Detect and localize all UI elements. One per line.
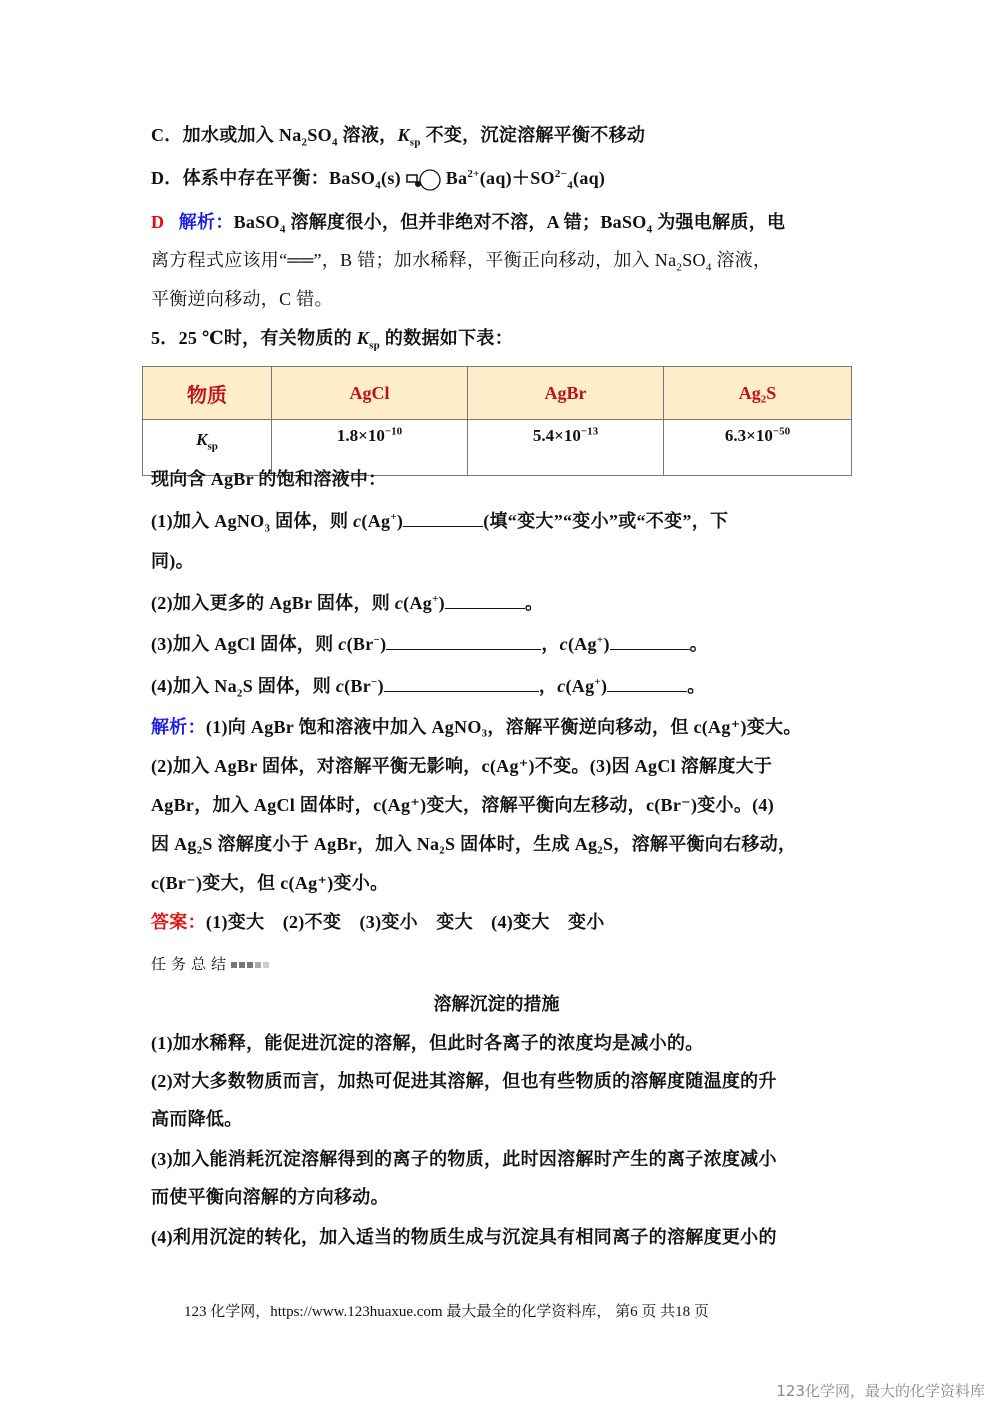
answer-blank[interactable] bbox=[610, 635, 690, 650]
subscript: 3 bbox=[264, 522, 271, 535]
question-text: (Ag bbox=[361, 511, 391, 531]
subscript: 2 bbox=[236, 687, 243, 700]
question5-part2 bbox=[151, 589, 543, 615]
question-text: (填“变大”“变小”或“不变”，下 bbox=[483, 511, 729, 531]
superscript: − bbox=[371, 676, 378, 688]
analysis-text: 溶液， bbox=[711, 250, 772, 270]
question-text: 。 bbox=[524, 593, 544, 613]
answer-blank[interactable] bbox=[445, 594, 525, 609]
question-text: 固体，则 bbox=[270, 511, 354, 531]
answer-blank[interactable] bbox=[403, 512, 483, 527]
k-symbol: K bbox=[196, 430, 208, 449]
question-text: ) bbox=[396, 511, 404, 531]
conc-symbol: c bbox=[394, 593, 404, 613]
question5-part4 bbox=[151, 672, 706, 698]
subscript: sp bbox=[409, 136, 421, 149]
k-symbol: K bbox=[356, 328, 370, 348]
summary-item: (1)加水稀释，能促进沉淀的溶解，但此时各离子的浓度均是减小的。 bbox=[151, 1033, 704, 1053]
subscript: 4 bbox=[567, 179, 574, 192]
question-text: ) bbox=[380, 634, 387, 654]
question5-stem bbox=[151, 324, 513, 350]
equilibrium-arrow-icon bbox=[406, 169, 446, 191]
question-text: ) bbox=[377, 676, 384, 696]
question-text: 。 bbox=[689, 634, 709, 654]
answer-letter: D bbox=[151, 212, 165, 232]
summary-tag-text: 任务总结 bbox=[151, 955, 232, 973]
option-c-text: 溶液， bbox=[337, 125, 398, 145]
table-header-cell: AgCl bbox=[272, 367, 468, 420]
option-d-text: (aq)＋SO bbox=[479, 168, 555, 188]
subscript: 4 bbox=[375, 179, 382, 192]
question-text: (3)加入 AgCl 固体，则 bbox=[151, 634, 339, 654]
option-c-text: 不变，沉淀溶解平衡不移动 bbox=[420, 125, 646, 145]
option-d-text: D．体系中存在平衡：BaSO bbox=[151, 168, 376, 188]
ksp-exponent: −10 bbox=[384, 425, 403, 438]
superscript: 2+ bbox=[467, 168, 480, 180]
subscript: sp bbox=[369, 339, 381, 352]
analysis4-line2 bbox=[151, 246, 771, 272]
decorative-dots-icon bbox=[231, 955, 271, 973]
summary-item: (2)对大多数物质而言，加热可促进其溶解，但也有些物质的溶解度随温度的升 bbox=[151, 1071, 777, 1091]
conc-symbol: c bbox=[559, 634, 568, 654]
analysis-label: 解析： bbox=[178, 212, 234, 232]
table-header-cell: 物质 bbox=[143, 367, 272, 420]
ksp-exponent: −13 bbox=[580, 425, 599, 438]
question-text: (Br bbox=[346, 634, 374, 654]
superscript: + bbox=[432, 593, 439, 605]
conc-symbol: c bbox=[335, 676, 345, 696]
question-text: ， bbox=[541, 634, 560, 654]
summary-item: 而使平衡向溶解的方向移动。 bbox=[151, 1187, 389, 1207]
analysis-text: 为强电解质，电 bbox=[652, 212, 786, 232]
question5-part1-cont: 同)。 bbox=[151, 551, 194, 571]
question-text: (1)加入 AgNO bbox=[151, 511, 265, 531]
question-text: 的数据如下表： bbox=[380, 328, 513, 348]
question-text: ) bbox=[600, 676, 608, 696]
subscript: 4 bbox=[279, 223, 286, 236]
subscript: 4 bbox=[331, 136, 338, 149]
option-d-text: (aq) bbox=[573, 168, 606, 188]
subscript: 4 bbox=[705, 261, 712, 274]
answer-blank[interactable] bbox=[386, 635, 541, 650]
analysis5-line3: AgBr，加入 AgCl 固体时，c(Ag⁺)变大，溶解平衡向左移动，c(Br⁻)变小。(4) bbox=[151, 795, 775, 815]
analysis-text: 离方程式应该用“══”，B 错；加水稀释，平衡正向移动，加入 Na bbox=[151, 250, 677, 270]
analysis-label: 解析： bbox=[151, 717, 206, 737]
subscript: 2 bbox=[676, 261, 683, 274]
table-header-cell: Ag₂S bbox=[664, 367, 852, 420]
option-d-text: (s) bbox=[381, 168, 406, 188]
option-d bbox=[151, 164, 605, 191]
conc-symbol: c bbox=[338, 634, 347, 654]
question-text: (Ag bbox=[565, 676, 595, 696]
analysis-text: 溶解度很小，但并非绝对不溶，A 错；BaSO bbox=[285, 212, 647, 232]
analysis5-line4: 因 Ag₂S 溶解度小于 AgBr，加入 Na₂S 固体时，生成 Ag₂S，溶解平衡向右移动， bbox=[151, 834, 797, 854]
question-text: 5．25 ℃时，有关物质的 bbox=[151, 328, 357, 348]
analysis-text: (1)向 AgBr 饱和溶液中加入 AgNO₃，溶解平衡逆向移动，但 c(Ag⁺)变大。 bbox=[205, 717, 802, 737]
question5-intro: 现向含 AgBr 的饱和溶液中： bbox=[151, 469, 387, 489]
table-header-row bbox=[143, 367, 852, 420]
superscript: + bbox=[594, 676, 601, 688]
question-text: ) bbox=[603, 634, 610, 654]
question-text: (4)加入 Na bbox=[151, 676, 237, 696]
superscript: 2− bbox=[554, 168, 568, 180]
option-d-text: Ba bbox=[445, 168, 468, 188]
analysis-text: BaSO bbox=[233, 212, 280, 232]
subscript: 4 bbox=[646, 223, 653, 236]
question-text: (Br bbox=[344, 676, 372, 696]
summary-item: (4)利用沉淀的转化，加入适当的物质生成与沉淀具有相同离子的溶解度更小的 bbox=[151, 1227, 777, 1247]
ksp-value: 6.3×10 bbox=[724, 426, 773, 445]
ksp-value: 5.4×10 bbox=[532, 426, 581, 445]
option-c-text: SO bbox=[307, 125, 332, 145]
question-text: S 固体，则 bbox=[242, 676, 336, 696]
ksp-value: 1.8×10 bbox=[336, 426, 385, 445]
superscript: − bbox=[373, 634, 381, 646]
summary-item: (3)加入能消耗沉淀溶解得到的离子的物质，此时因溶解时产生的离子浓度减小 bbox=[151, 1149, 777, 1169]
table-header-cell: AgBr bbox=[468, 367, 664, 420]
page-footer: 123 化学网，https://www.123huaxue.com 最大最全的化学资料库， 第6 页 共18 页 bbox=[184, 1304, 709, 1320]
option-c bbox=[151, 121, 645, 147]
option-c-text: C．加水或加入 Na bbox=[151, 125, 302, 145]
question-text: 。 bbox=[687, 676, 706, 696]
analysis5-line5: c(Br⁻)变大，但 c(Ag⁺)变小。 bbox=[151, 873, 389, 893]
analysis5-line1 bbox=[151, 713, 802, 739]
question5-part1 bbox=[151, 507, 728, 533]
ksp-table bbox=[142, 366, 852, 476]
summary-tag bbox=[151, 953, 271, 974]
answer-blank[interactable] bbox=[384, 677, 539, 692]
k-symbol: K bbox=[397, 125, 410, 145]
conc-symbol: c bbox=[353, 511, 362, 531]
answer5 bbox=[151, 908, 605, 934]
question-text: (2)加入更多的 AgBr 固体，则 bbox=[151, 593, 395, 613]
analysis4-line1 bbox=[151, 208, 785, 234]
analysis4-line3: 平衡逆向移动，C 错。 bbox=[151, 289, 333, 309]
question-text: ) bbox=[438, 593, 445, 613]
ksp-exponent: −50 bbox=[772, 425, 791, 438]
analysis-text: SO bbox=[682, 250, 706, 270]
question5-part3 bbox=[151, 630, 708, 656]
subscript: sp bbox=[207, 440, 218, 453]
question-text: (Ag bbox=[403, 593, 433, 613]
table-cell bbox=[664, 420, 852, 476]
table-cell bbox=[468, 420, 664, 476]
answer-blank[interactable] bbox=[607, 677, 687, 692]
superscript: + bbox=[596, 634, 604, 646]
conc-symbol: c bbox=[557, 676, 566, 696]
analysis5-line2: (2)加入 AgBr 固体，对溶解平衡无影响，c(Ag⁺)不变。(3)因 AgCl 溶解度大于 bbox=[151, 756, 773, 776]
watermark: 123化学网，最大的化学资料库 bbox=[776, 1382, 985, 1400]
answer-text: (1)变大 (2)不变 (3)变小 变大 (4)变大 变小 bbox=[205, 912, 605, 932]
superscript: + bbox=[390, 511, 397, 523]
question-text: ， bbox=[538, 676, 558, 696]
summary-item: 高而降低。 bbox=[151, 1109, 243, 1129]
answer-label: 答案： bbox=[151, 912, 206, 932]
subscript: 2 bbox=[301, 136, 308, 149]
question-text: (Ag bbox=[567, 634, 597, 654]
summary-title: 溶解沉淀的措施 bbox=[433, 994, 560, 1014]
